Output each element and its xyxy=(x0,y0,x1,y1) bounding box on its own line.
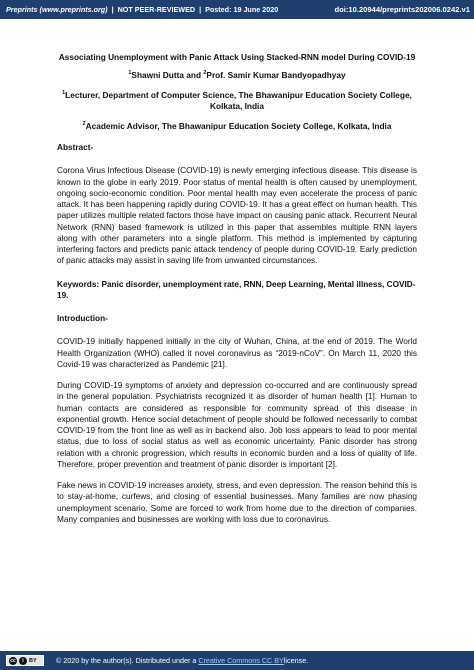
affil1-superscript: 1 xyxy=(62,89,66,96)
posted-date: Posted: 19 June 2020 xyxy=(205,5,279,14)
author1-name: Shawni Dutta xyxy=(131,70,184,81)
doi-link[interactable]: doi:10.20944/preprints202006.0242.v1 xyxy=(334,5,470,14)
copyright-text: © 2020 by the author(s). Distributed under a xyxy=(56,656,197,665)
affil1-text: Lecturer, Department of Computer Science, The Bhawanipur Education Society College, Kolkata, India xyxy=(65,89,412,111)
intro-paragraph-1: COVID-19 initially happened initially in the city of Wuhan, China, at the end of 2019. The World Health Organization (WHO) called it novel coronavirus as “2019-nCoV”. On March 11, 2020 this Covid-19 was characterized as Pandemic [21]. xyxy=(57,337,417,369)
paper-title: Associating Unemployment with Panic Attack Using Stacked-RNN model During COVID-19 xyxy=(58,52,416,62)
author2-name: Prof. Samir Kumar Bandyopadhyay xyxy=(206,70,346,81)
author-line xyxy=(57,70,417,81)
affiliation-1 xyxy=(57,90,417,113)
author2-superscript: 2 xyxy=(203,70,207,77)
author-separator: and xyxy=(183,70,204,81)
paper-page xyxy=(57,52,417,535)
intro-paragraph-2: During COVID-19 symptoms of anxiety and depression co-occurred and are continuously spread in the general population. Psychiatrists recognized it as disorder of human health [1]. Human to human contacts are considered as responsible for community spread of this disease in exponential growth. Hence social detachment of people should be followed necessarily to combat COVID-19 from the front line as well as in backend also. Job loss appears to lead to poor mental status, due to loss of social status as well as economic uncertainty. Panic disorder has strong relation with a chronic progression, which results in economic burden and a loss of quality of life. Therefore, proper prevention and treatment of panic disorder is important [2]. xyxy=(57,381,417,469)
abstract-text: Corona Virus Infectious Disease (COVID-19) is newly emerging infectious disease. This disease is known to the globe in early 2019. Poor status of mental health is often caused by unemployment, ongoing socio-economic condition. Poor mental health may even accelerate the process of panic attack. It has been happening rapidly during COVID-19. It has a great effect on human health. This paper utilizes multiple related factors those have impact on causing panic attack. Recurrent Neural Network (RNN) based framework is utilized in this paper that assembles multiple RNN layers along with other parameters into a single platform. This method is implemented by capturing interfering factors and predicts panic attack tendency of people during COVID-19. Early prediction of panic attacks may assist in saving life from unwanted circumstances. xyxy=(57,166,417,266)
affil2-superscript: 2 xyxy=(82,120,86,127)
preprint-header-bar xyxy=(0,0,474,19)
intro-paragraph-3: Fake news in COVID-19 increases anxiety, stress, and even depression. The reason behind this is to stay-at-home, curfews, and closing of essential businesses. Many families are now phasing unemployment scenario. Some are forced to work from home due to the direction of companies. Many companies and businesses are working with loss due to coronavirus. xyxy=(57,481,417,524)
keywords: Keywords: Panic disorder, unemployment rate, RNN, Deep Learning, Mental illness, COVID-19. xyxy=(57,279,416,300)
cc-by-badge[interactable] xyxy=(6,655,44,666)
affil2-text: Academic Advisor, The Bhawanipur Education Society College, Kolkata, India xyxy=(85,120,392,131)
author1-superscript: 1 xyxy=(128,70,132,77)
cc-icon: cc xyxy=(10,657,16,664)
header-left: Preprints (www.preprints.org) | NOT PEER-REVIEWED | Posted: 19 June 2020 xyxy=(6,5,279,14)
license-footer xyxy=(0,651,474,670)
affiliation-2 xyxy=(57,121,417,133)
abstract-heading: Abstract- xyxy=(57,143,94,152)
license-suffix: license. xyxy=(283,656,309,665)
license-link[interactable]: Creative Commons CC BY xyxy=(198,656,284,665)
preprints-brand[interactable]: Preprints (www.preprints.org) xyxy=(6,5,108,14)
introduction-heading: Introduction- xyxy=(57,314,108,323)
cc-by-label: BY xyxy=(29,657,37,664)
peer-review-status: NOT PEER-REVIEWED xyxy=(117,5,196,14)
attribution-person-icon: i xyxy=(19,657,27,665)
